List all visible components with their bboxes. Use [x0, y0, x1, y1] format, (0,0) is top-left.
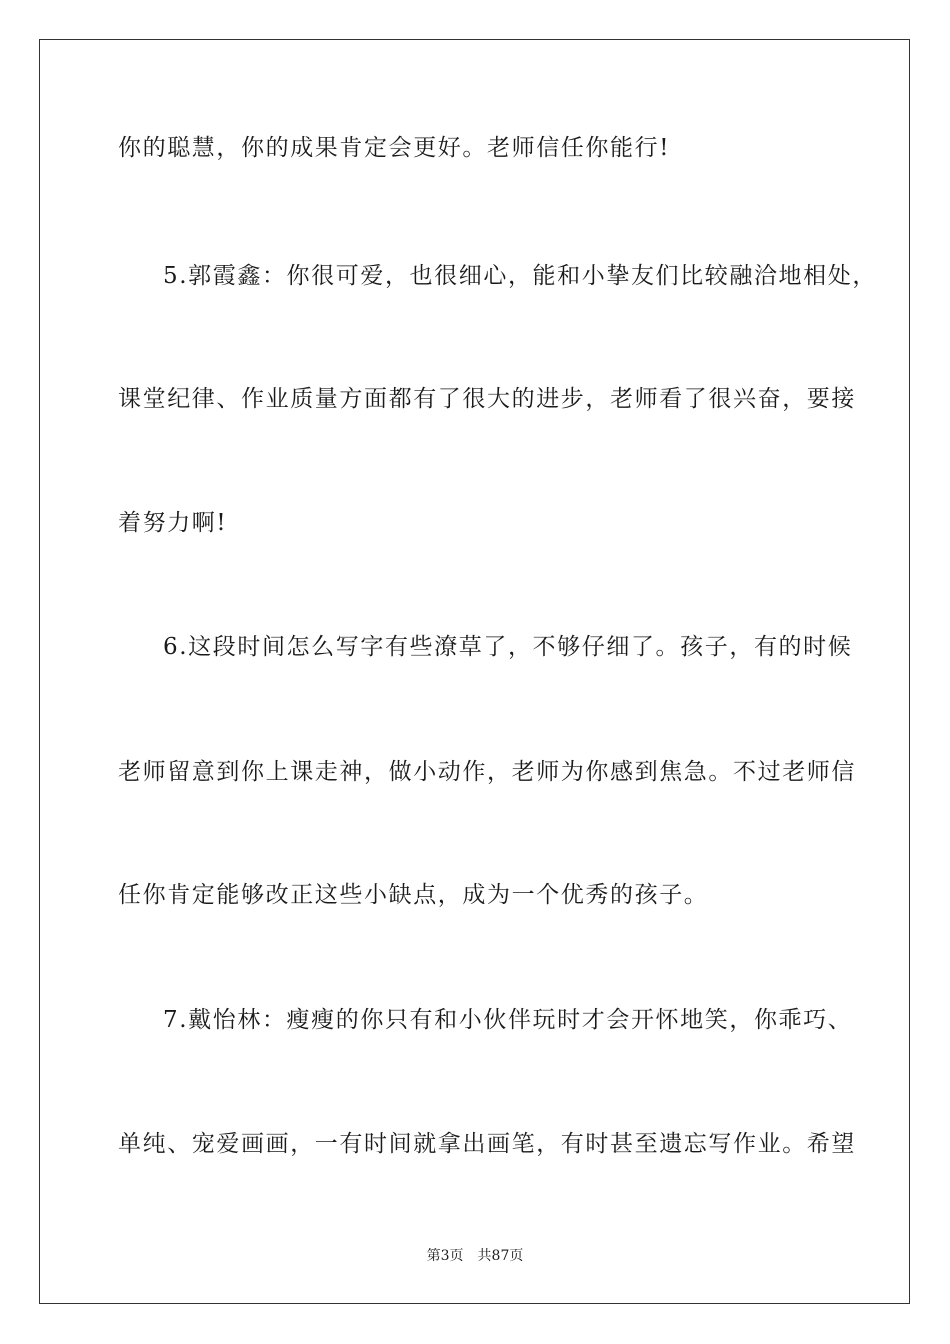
total-pages: 共87页	[477, 1248, 524, 1264]
paragraph-line: 老师留意到你上课走神，做小动作，老师为你感到焦急。不过老师信	[118, 759, 856, 785]
paragraph-line: 任你肯定能够改正这些小缺点，成为一个优秀的孩子。	[118, 882, 709, 908]
paragraph-line: 单纯、宠爱画画，一有时间就拿出画笔，有时甚至遗忘写作业。希望	[118, 1131, 856, 1157]
paragraph-line: 7.戴怡林：瘦瘦的你只有和小伙伴玩时才会开怀地笑，你乖巧、	[163, 1007, 853, 1033]
page-footer	[0, 1247, 950, 1265]
paragraph-line: 着努力啊!	[118, 510, 228, 536]
paragraph-line: 5.郭霞鑫：你很可爱，也很细心，能和小挚友们比较融洽地相处，	[163, 263, 877, 289]
paragraph-line: 你的聪慧，你的成果肯定会更好。老师信任你能行!	[118, 135, 671, 161]
page-border	[39, 39, 910, 1304]
paragraph-line: 6.这段时间怎么写字有些潦草了，不够仔细了。孩子，有的时候	[163, 634, 853, 660]
paragraph-line: 课堂纪律、作业质量方面都有了很大的进步，老师看了很兴奋，要接	[118, 386, 856, 412]
page-number: 第3页	[426, 1248, 464, 1264]
